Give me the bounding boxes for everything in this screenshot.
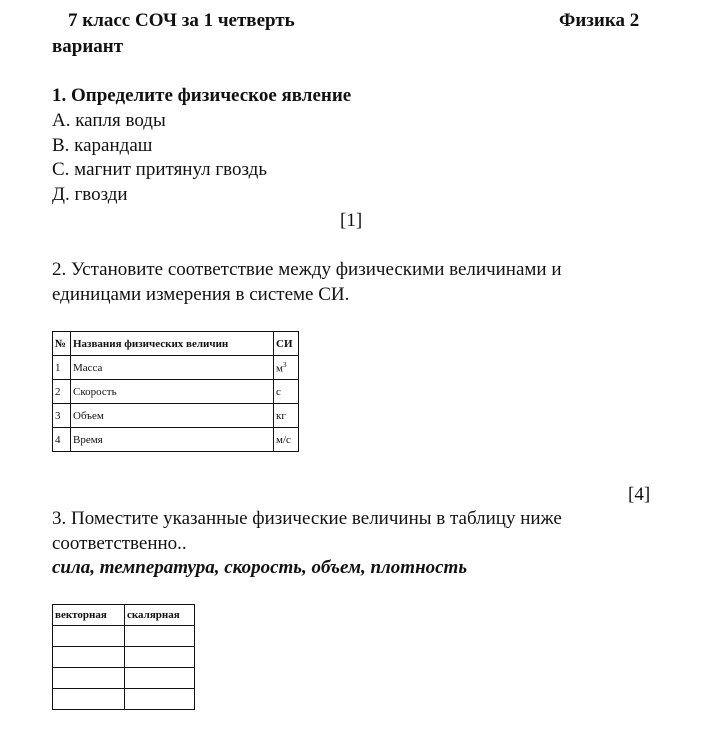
table-row bbox=[53, 404, 299, 428]
q2-th-number: № bbox=[53, 332, 71, 356]
q2-row-unit: м/с bbox=[274, 428, 299, 452]
table-row bbox=[53, 689, 195, 710]
q2-score: [4] bbox=[628, 484, 651, 505]
q2-table bbox=[52, 331, 299, 452]
q2-th-unit: СИ bbox=[274, 332, 299, 356]
header-title: 7 класс СОЧ за 1 четверть bbox=[68, 10, 295, 31]
q3-text-line2: соответственно.. bbox=[52, 533, 187, 554]
q3-cell-scalar bbox=[125, 689, 195, 710]
q3-cell-scalar bbox=[125, 626, 195, 647]
q2-row-number: 1 bbox=[53, 356, 71, 380]
q1-option-a: А. капля воды bbox=[52, 110, 166, 131]
q2-text-line2: единицами измерения в системе СИ. bbox=[52, 284, 350, 305]
q2-unit-superscript: 3 bbox=[282, 360, 287, 369]
header-subject: Физика 2 bbox=[559, 10, 640, 31]
q2-row-number: 3 bbox=[53, 404, 71, 428]
q3-text-line1: 3. Поместите указанные физические величины в таблицу ниже bbox=[52, 508, 562, 529]
table-row bbox=[53, 668, 195, 689]
q2-row-name: Масса bbox=[71, 356, 274, 380]
q3-cell-vector bbox=[53, 689, 125, 710]
q3-cell-vector bbox=[53, 647, 125, 668]
q2-row-unit: с bbox=[274, 380, 299, 404]
table-row bbox=[53, 356, 299, 380]
table-row bbox=[53, 626, 195, 647]
q3-cell-vector bbox=[53, 668, 125, 689]
q2-row-name: Скорость bbox=[71, 380, 274, 404]
q1-option-d: Д. гвозди bbox=[52, 184, 128, 205]
q1-score: [1] bbox=[340, 210, 363, 231]
q2-row-name: Время bbox=[71, 428, 274, 452]
q2-th-name: Названия физических величин bbox=[71, 332, 274, 356]
q1-option-b: В. карандаш bbox=[52, 135, 153, 156]
q2-row-name: Объем bbox=[71, 404, 274, 428]
q2-row-number: 4 bbox=[53, 428, 71, 452]
header-variant: вариант bbox=[52, 36, 124, 57]
table-row bbox=[53, 428, 299, 452]
q3-th-vector: векторная bbox=[53, 605, 125, 626]
table-row bbox=[53, 380, 299, 404]
q3-cell-scalar bbox=[125, 647, 195, 668]
q1-option-c: С. магнит притянул гвоздь bbox=[52, 159, 268, 180]
q3-table bbox=[52, 604, 195, 710]
q3-cell-vector bbox=[53, 626, 125, 647]
q2-text-line1: 2. Установите соответствие между физическими величинами и bbox=[52, 259, 562, 280]
q3-table-header bbox=[53, 605, 195, 626]
q2-unit-text: м bbox=[276, 362, 283, 375]
table-row bbox=[53, 647, 195, 668]
q2-table-header bbox=[53, 332, 299, 356]
q2-row-unit: кг bbox=[274, 404, 299, 428]
q2-row-number: 2 bbox=[53, 380, 71, 404]
q3-th-scalar: скалярная bbox=[125, 605, 195, 626]
q3-terms: сила, температура, скорость, объем, плотность bbox=[52, 557, 468, 578]
q1-title: 1. Определите физическое явление bbox=[52, 85, 352, 106]
q2-row-unit bbox=[274, 356, 299, 380]
q3-cell-scalar bbox=[125, 668, 195, 689]
